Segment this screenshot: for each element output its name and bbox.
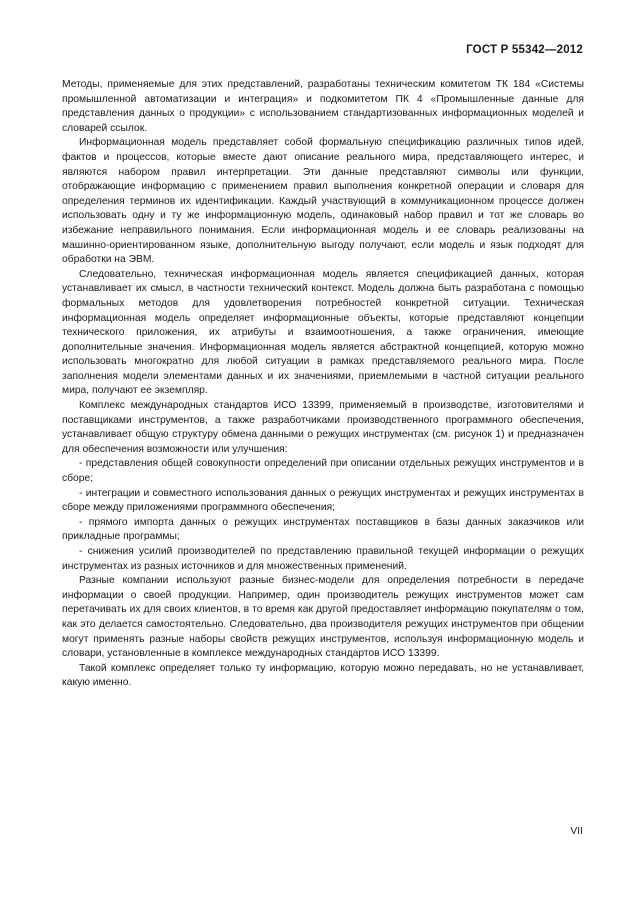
document-header: ГОСТ Р 55342—2012 — [466, 44, 583, 56]
list-item: - интеграции и совместного использования данных о режущих инструментах и режущих инструментах в сборе между приложениями программного обеспечения; — [62, 487, 584, 514]
list-item: - прямого импорта данных о режущих инструментах поставщиков в базы данных заказчиков или прикладные программы; — [62, 516, 584, 543]
paragraph-conclusion: Такой комплекс определяет только ту информацию, которую можно передавать, но не устанавливает, какую именно. — [62, 662, 584, 689]
list-item: - снижения усилий производителей по представлению правильной текущей информации о режущих инструментах из разных источников и для множественных применений. — [62, 546, 584, 572]
document-body — [62, 78, 584, 691]
page-number: VII — [570, 826, 583, 837]
paragraph-information-model: Информационная модель представляет собой формальную спецификацию различных типов идей, фактов и процессов, которые вместе дают описание реального мира, представляющего интерес, и являются набором правил интерпретации. Эти данные представляют символы или функции, отображающие информацию с применением правил выполнения конкретной операции и словаря для определения терминов их идентификации. Каждый участвующий в коммуникационном процессе должен использовать одну и ту же информационную модель, одинаковый набор правил и тот же словарь во избежание неправильного понимания. Если информационная модель и ее словарь реализованы на машинно-ориентированном языке, дополнительную выгоду получают, если модель и язык подходят для обработки на ЭВМ. — [62, 137, 584, 266]
list-item: - представления общей совокупности определений при описании отдельных режущих инструментов и в сборе; — [62, 458, 584, 485]
paragraph-intro: Методы, применяемые для этих представлений, разработаны техническим комитетом ТК 184 «Системы промышленной автоматизации и интеграция» и подкомитетом ПК 4 «Промышленные данные для представления данных о продукции» с использованием стандартизованных информационных моделей и словарей ссылок. — [62, 79, 584, 134]
paragraph-technical-model: Следовательно, техническая информационная модель является спецификацией данных, которая устанавливает их смысл, в частности технический контекст. Модель должна быть разработана с помощью формальных методов для удовлетворения потребностей конкретной ситуации. Техническая информационная модель определяет информационные объекты, которые представляют концепции технического приложения, их атрибуты и взаимоотношения, а также ограничения, имеющие дополнительные значения. Информационная модель является абстрактной концепцией, которую можно использовать многократно для любой ситуации в рамках представляемого реального мира. После заполнения модели элементами данных и их значениями, приемлемыми в частной ситуации реального мира, получают ее экземпляр. — [62, 268, 584, 397]
paragraph-iso-13399: Комплекс международных стандартов ИСО 13399, применяемый в производстве, изготовителями и поставщиками инструментов, а также разработчиками производственного программного обеспечения, устанавливает общую структуру обмена данными о режущих инструментах (см. рисунок 1) и предназначен для обеспечения возможности или улучшения: — [62, 400, 584, 455]
paragraph-business-models: Разные компании используют разные бизнес-модели для определения потребности в передаче информации о своей продукции. Например, один производитель режущих инструментов может сам перетачивать их для своих клиентов, в то время как другой предоставляет информацию покупателям о том, как это делается самостоятельно. Следовательно, два производителя режущих инструментов при общении могут применять разные наборы свойств режущих инструментов, используя информационную модель и словари, установленные в комплексе международных стандартов ИСО 13399. — [62, 575, 584, 660]
